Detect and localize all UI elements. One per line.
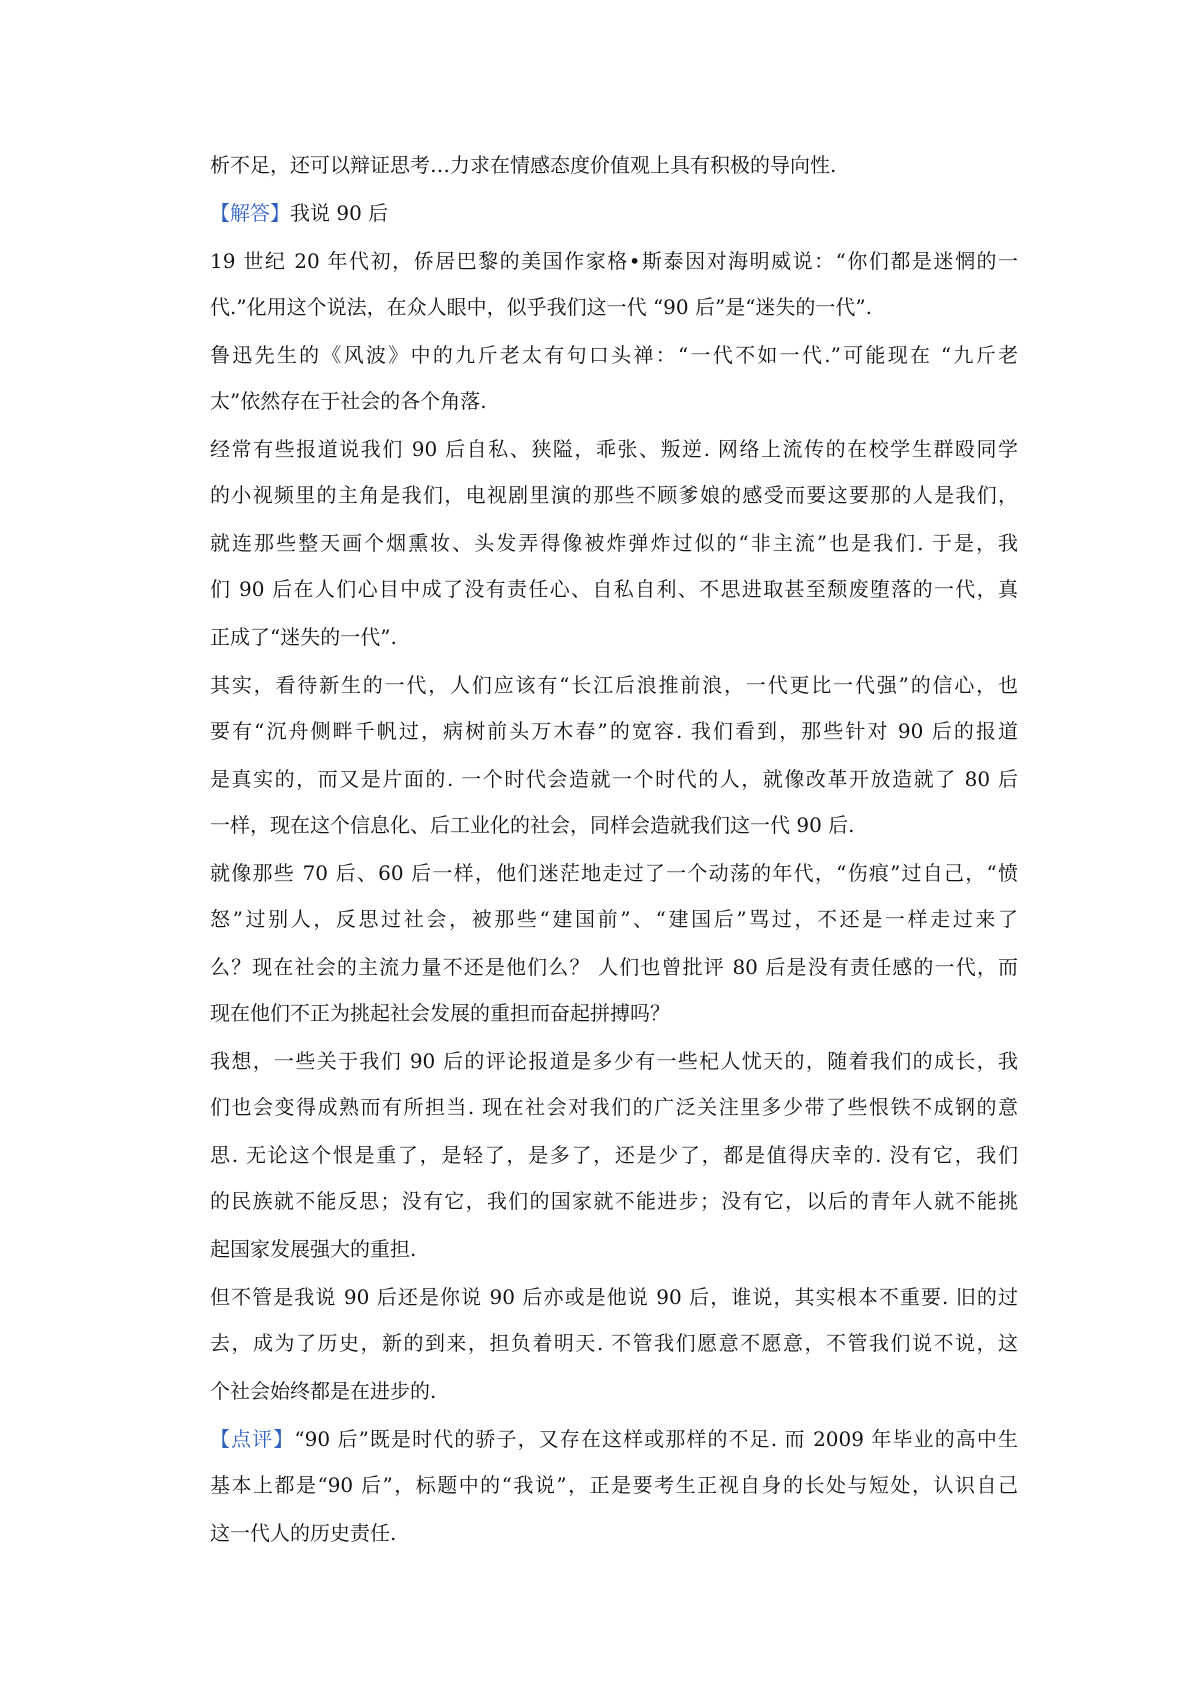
text-line: 鲁迅先生的《风波》中的九斤老太有句口头禅：“一代不如一代.”可能现在 “九斤老 — [210, 343, 1018, 367]
text-line: 其实，看待新生的一代，人们应该有“长江后浪推前浪，一代更比一代强”的信心，也 — [210, 673, 1018, 697]
text-line: 就像那些 70 后、60 后一样，他们迷茫地走过了一个动荡的年代，“伤痕”过自己，“愤 — [210, 861, 1018, 885]
text-line: 的小视频里的主角是我们，电视剧里演的那些不顾爹娘的感受而要这要那的人是我们， — [210, 483, 1018, 507]
text-line: 一样，现在这个信息化、后工业化的社会，同样会造就我们这一代 90 后. — [210, 813, 855, 837]
text-line: 们 90 后在人们心目中成了没有责任心、自私自利、不思进取甚至颓废堕落的一代，真 — [210, 577, 1018, 601]
text-line: 基本上都是“90 后”，标题中的“我说”，正是要考生正视自身的长处与短处，认识自己 — [210, 1473, 1018, 1497]
text-line: 起国家发展强大的重担. — [210, 1237, 417, 1261]
text-line: 经常有些报道说我们 90 后自私、狭隘，乖张、叛逆. 网络上流传的在校学生群殴同学 — [210, 437, 1018, 461]
text-line: 但不管是我说 90 后还是你说 90 后亦或是他说 90 后，谁说，其实根本不重要. 旧的过 — [210, 1285, 1018, 1309]
text-line: 个社会始终都是在进步的. — [210, 1379, 437, 1403]
text-line: 是真实的，而又是片面的. 一个时代会造就一个时代的人，就像改革开放造就了 80 后 — [210, 767, 1018, 791]
text-line: 就连那些整天画个烟熏妆、头发弄得像被炸弹炸过似的“非主流”也是我们. 于是，我 — [210, 531, 1018, 555]
text-line: 们也会变得成熟而有所担当. 现在社会对我们的广泛关注里多少带了些恨铁不成钢的意 — [210, 1095, 1018, 1119]
text-line: 么？现在社会的主流力量不还是他们么？ 人们也曾批评 80 后是没有责任感的一代，而 — [210, 955, 1018, 979]
text-line: 去，成为了历史，新的到来，担负着明天. 不管我们愿意不愿意，不管我们说不说，这 — [210, 1331, 1018, 1355]
text-line: 析不足，还可以辩证思考…力求在情感态度价值观上具有积极的导向性. — [210, 153, 837, 177]
text-line: 这一代人的历史责任. — [210, 1521, 397, 1545]
answer-tag: 【解答】 — [210, 201, 290, 225]
text-line: 思. 无论这个恨是重了，是轻了，是多了，还是少了，都是值得庆幸的. 没有它，我们 — [210, 1143, 1018, 1167]
text-line: 要有“沉舟侧畔千帆过，病树前头万木春”的宽容. 我们看到，那些针对 90 后的报道 — [210, 719, 1018, 743]
text-line: 正成了“迷失的一代”. — [210, 625, 397, 649]
text-line: 19 世纪 20 年代初，侨居巴黎的美国作家格•斯泰因对海明威说：“你们都是迷惘的一 — [210, 249, 1018, 273]
comment-text: “90 后”既是时代的骄子，又存在这样或那样的不足. 而 2009 年毕业的高中生 — [294, 1427, 1019, 1451]
text-line: 怒”过别人，反思过社会，被那些“建国前”、“建国后”骂过，不还是一样走过来了 — [210, 907, 1018, 931]
text-line: 现在他们不正为挑起社会发展的重担而奋起拼搏吗？ — [210, 1001, 670, 1025]
text-line: 的民族就不能反思；没有它，我们的国家就不能进步；没有它，以后的青年人就不能挑 — [210, 1189, 1018, 1213]
text-line: 代.”化用这个说法，在众人眼中，似乎我们这一代 “90 后”是“迷失的一代”. — [210, 295, 873, 319]
comment-line — [210, 1424, 1018, 1454]
text-line: 我想，一些关于我们 90 后的评论报道是多少有一些杞人忧天的，随着我们的成长，我 — [210, 1049, 1018, 1073]
comment-tag: 【点评】 — [210, 1427, 295, 1451]
essay-title: 我说 90 后 — [290, 201, 389, 225]
answer-heading — [210, 198, 388, 228]
text-line: 太”依然存在于社会的各个角落. — [210, 389, 487, 413]
